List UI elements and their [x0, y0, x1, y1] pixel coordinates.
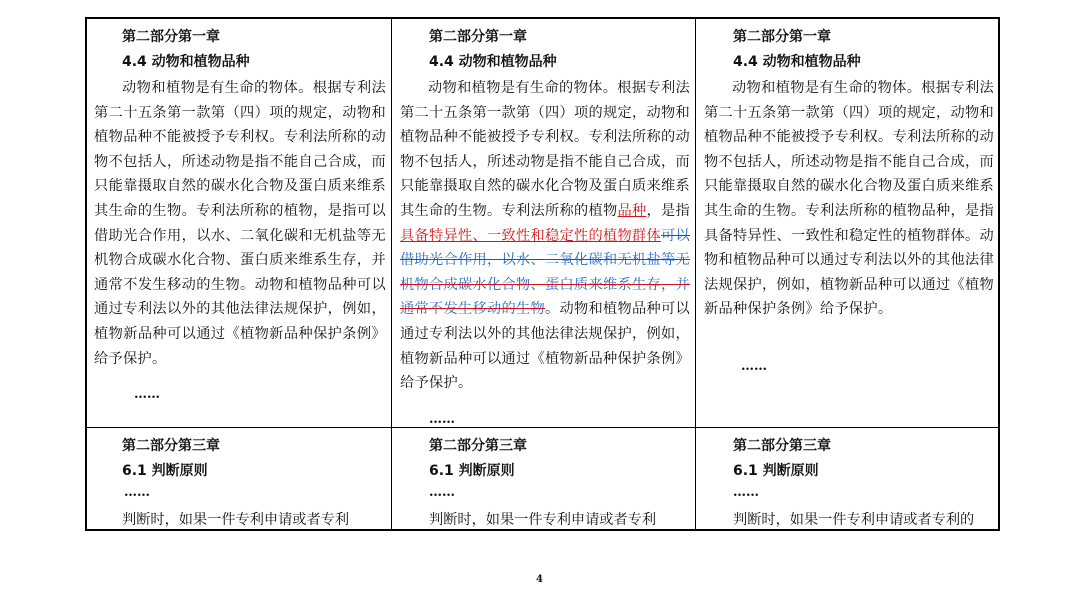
ellipsis: …… [741, 359, 767, 374]
cell-body-text [400, 76, 690, 396]
paragraph-text: 动物和植物是有生命的物体。根据专利法第二十五条第一款第（四）项的规定，动物和植物品种不能被授予专利权。专利法所称的动物不包括人，所述动物是指不能自己合成，而只能靠摄取自然的碳水化合物及蛋白质来维系其生命的生物。专利法所称的植物，是指可以借助光合作用，以水、二氧化碳和无机盐等无机物合成碳水化合物、蛋白质来维系生存，并通常不发生移动的生物。动物和植物品种可以通过专利法以外的其他法律法规保护，例如，植物新品种可以通过《植物新品种保护条例》给予保护。 [94, 80, 386, 367]
paragraph-text: ，是指 [646, 202, 690, 219]
section-heading: 4.4 动物和植物品种 [733, 54, 861, 70]
inserted-text: 品种 [617, 202, 647, 219]
table-row [87, 428, 998, 529]
cell-body-text [704, 76, 994, 322]
revised-text-cell [696, 19, 998, 427]
page-number: 4 [536, 574, 543, 585]
cell-body-text: 判断时，如果一件专利申请或者专利 [122, 512, 350, 528]
section-heading: 6.1 判断原则 [733, 463, 819, 479]
chapter-heading: 第二部分第一章 [733, 29, 831, 45]
paragraph-text: 。动物和植物品种可以通过专利法以外的其他法律法规保护，例如，植物新品种可以通过《植物新品种保护条例》给予保护。 [400, 301, 690, 392]
revised-markup-cell [392, 19, 696, 427]
section-heading: 6.1 判断原则 [122, 463, 208, 479]
deleted-text: 可以借助光合作用，以水、二氧化碳和无机盐等无机物合成碳水化合物、蛋白质来维系生存，并通常不发生移动的生物 [400, 227, 690, 318]
paragraph-text: 动物和植物是有生命的物体。根据专利法第二十五条第一款第（四）项的规定，动物和植物品种不能被授予专利权。专利法所称的动物不包括人，所述动物是指不能自己合成，而只能靠摄取自然的碳水化合物及蛋白质来维系其生命的生物。专利法所称的植物 [400, 80, 690, 219]
cell-body-text: 判断时，如果一件专利申请或者专利的 [733, 512, 975, 528]
revised-markup-cell [392, 428, 696, 529]
revised-text-cell [696, 428, 998, 529]
chapter-heading: 第二部分第一章 [429, 29, 527, 45]
chapter-heading: 第二部分第一章 [122, 29, 220, 45]
section-heading: 4.4 动物和植物品种 [429, 54, 557, 70]
ellipsis: …… [134, 387, 160, 402]
ellipsis: …… [429, 412, 455, 427]
section-heading: 6.1 判断原则 [429, 463, 515, 479]
cell-body-text: 判断时，如果一件专利申请或者专利 [429, 512, 657, 528]
cell-body-text [94, 76, 386, 371]
table-row [87, 19, 998, 428]
paragraph-text: 动物和植物是有生命的物体。根据专利法第二十五条第一款第（四）项的规定，动物和植物品种不能被授予专利权。专利法所称的动物不包括人，所述动物是指不能自己合成，而只能靠摄取自然的碳水化合物及蛋白质来维系其生命的生物。专利法所称的植物品种，是指具备特异性、一致性和稳定性的植物群体。动物和植物品种可以通过专利法以外的其他法律法规保护，例如，植物新品种可以通过《植物新品种保护条例》给予保护。 [704, 80, 994, 318]
chapter-heading: 第二部分第三章 [122, 438, 220, 454]
chapter-heading: 第二部分第三章 [429, 438, 527, 454]
ellipsis: …… [429, 485, 455, 500]
original-text-cell [87, 19, 392, 427]
section-heading: 4.4 动物和植物品种 [122, 54, 250, 70]
original-text-cell [87, 428, 392, 529]
chapter-heading: 第二部分第三章 [733, 438, 831, 454]
ellipsis: …… [124, 485, 150, 500]
comparison-table [85, 17, 1000, 531]
inserted-text: 具备特异性、一致性和稳定性的植物群体 [400, 227, 661, 244]
ellipsis: …… [733, 485, 759, 500]
